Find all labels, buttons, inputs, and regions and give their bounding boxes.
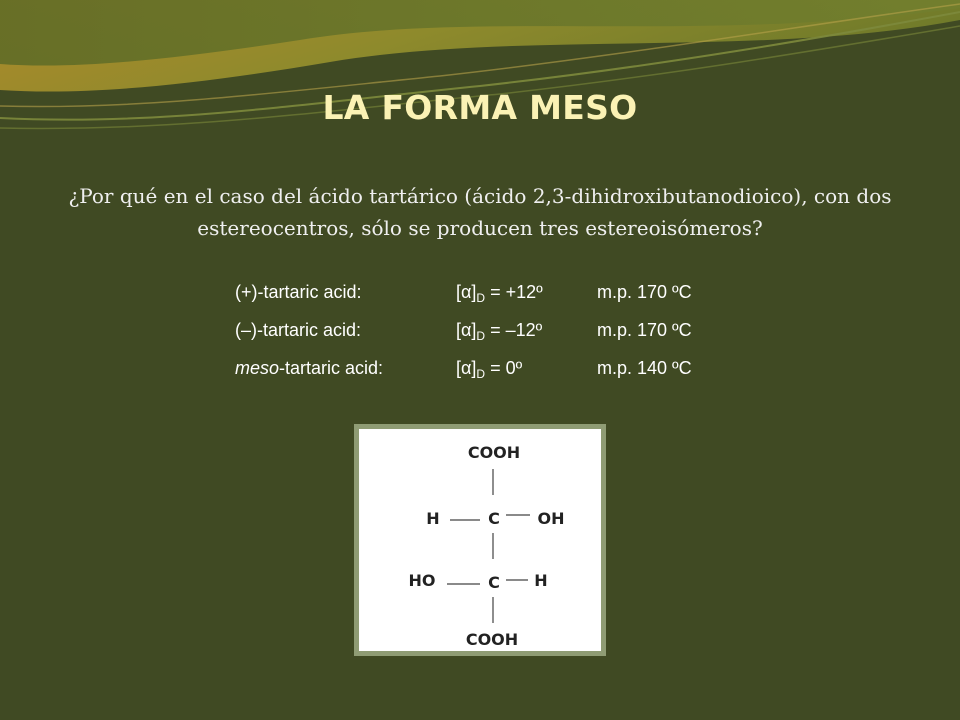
melting-point: m.p. 170 ºC: [597, 282, 692, 302]
structure-c3-left: HO: [408, 571, 436, 590]
compound-name: meso-tartaric acid:: [235, 358, 384, 378]
melting-point: m.p. 170 ºC: [597, 320, 692, 340]
slide-title: LA FORMA MESO: [322, 88, 638, 127]
structure-c2-left: H: [426, 509, 440, 528]
structure-bottom-group: COOH: [465, 630, 519, 649]
property-row: [235, 282, 755, 320]
tartaric-acid-properties: [235, 282, 755, 396]
compound-name: (+)-tartaric acid:: [235, 282, 362, 302]
structure-top-group: COOH: [467, 443, 521, 462]
header-wave-banner: [0, 0, 960, 150]
structure-c2-right: OH: [537, 509, 565, 528]
compound-name: (–)-tartaric acid:: [235, 320, 362, 340]
structure-c2-center: C: [488, 509, 500, 528]
melting-point: m.p. 140 ºC: [597, 358, 692, 378]
structure-c3-right: H: [534, 571, 548, 590]
specific-rotation: $[\alpha]_D$ = +12º: [456, 282, 543, 305]
slide-question: ¿Por qué en el caso del ácido tartárico (ácido 2,3-dihidroxibutanodioico), con dos estereocentros, sólo se producen tres estereoisómeros?: [68, 184, 892, 240]
property-row: [235, 320, 755, 358]
property-row: [235, 358, 755, 396]
fischer-projection-diagram: [354, 424, 606, 656]
structure-c3-center: C: [488, 573, 500, 592]
specific-rotation: $[\alpha]_D$ = 0º: [456, 358, 523, 381]
specific-rotation: $[\alpha]_D$ = –12º: [456, 320, 543, 343]
